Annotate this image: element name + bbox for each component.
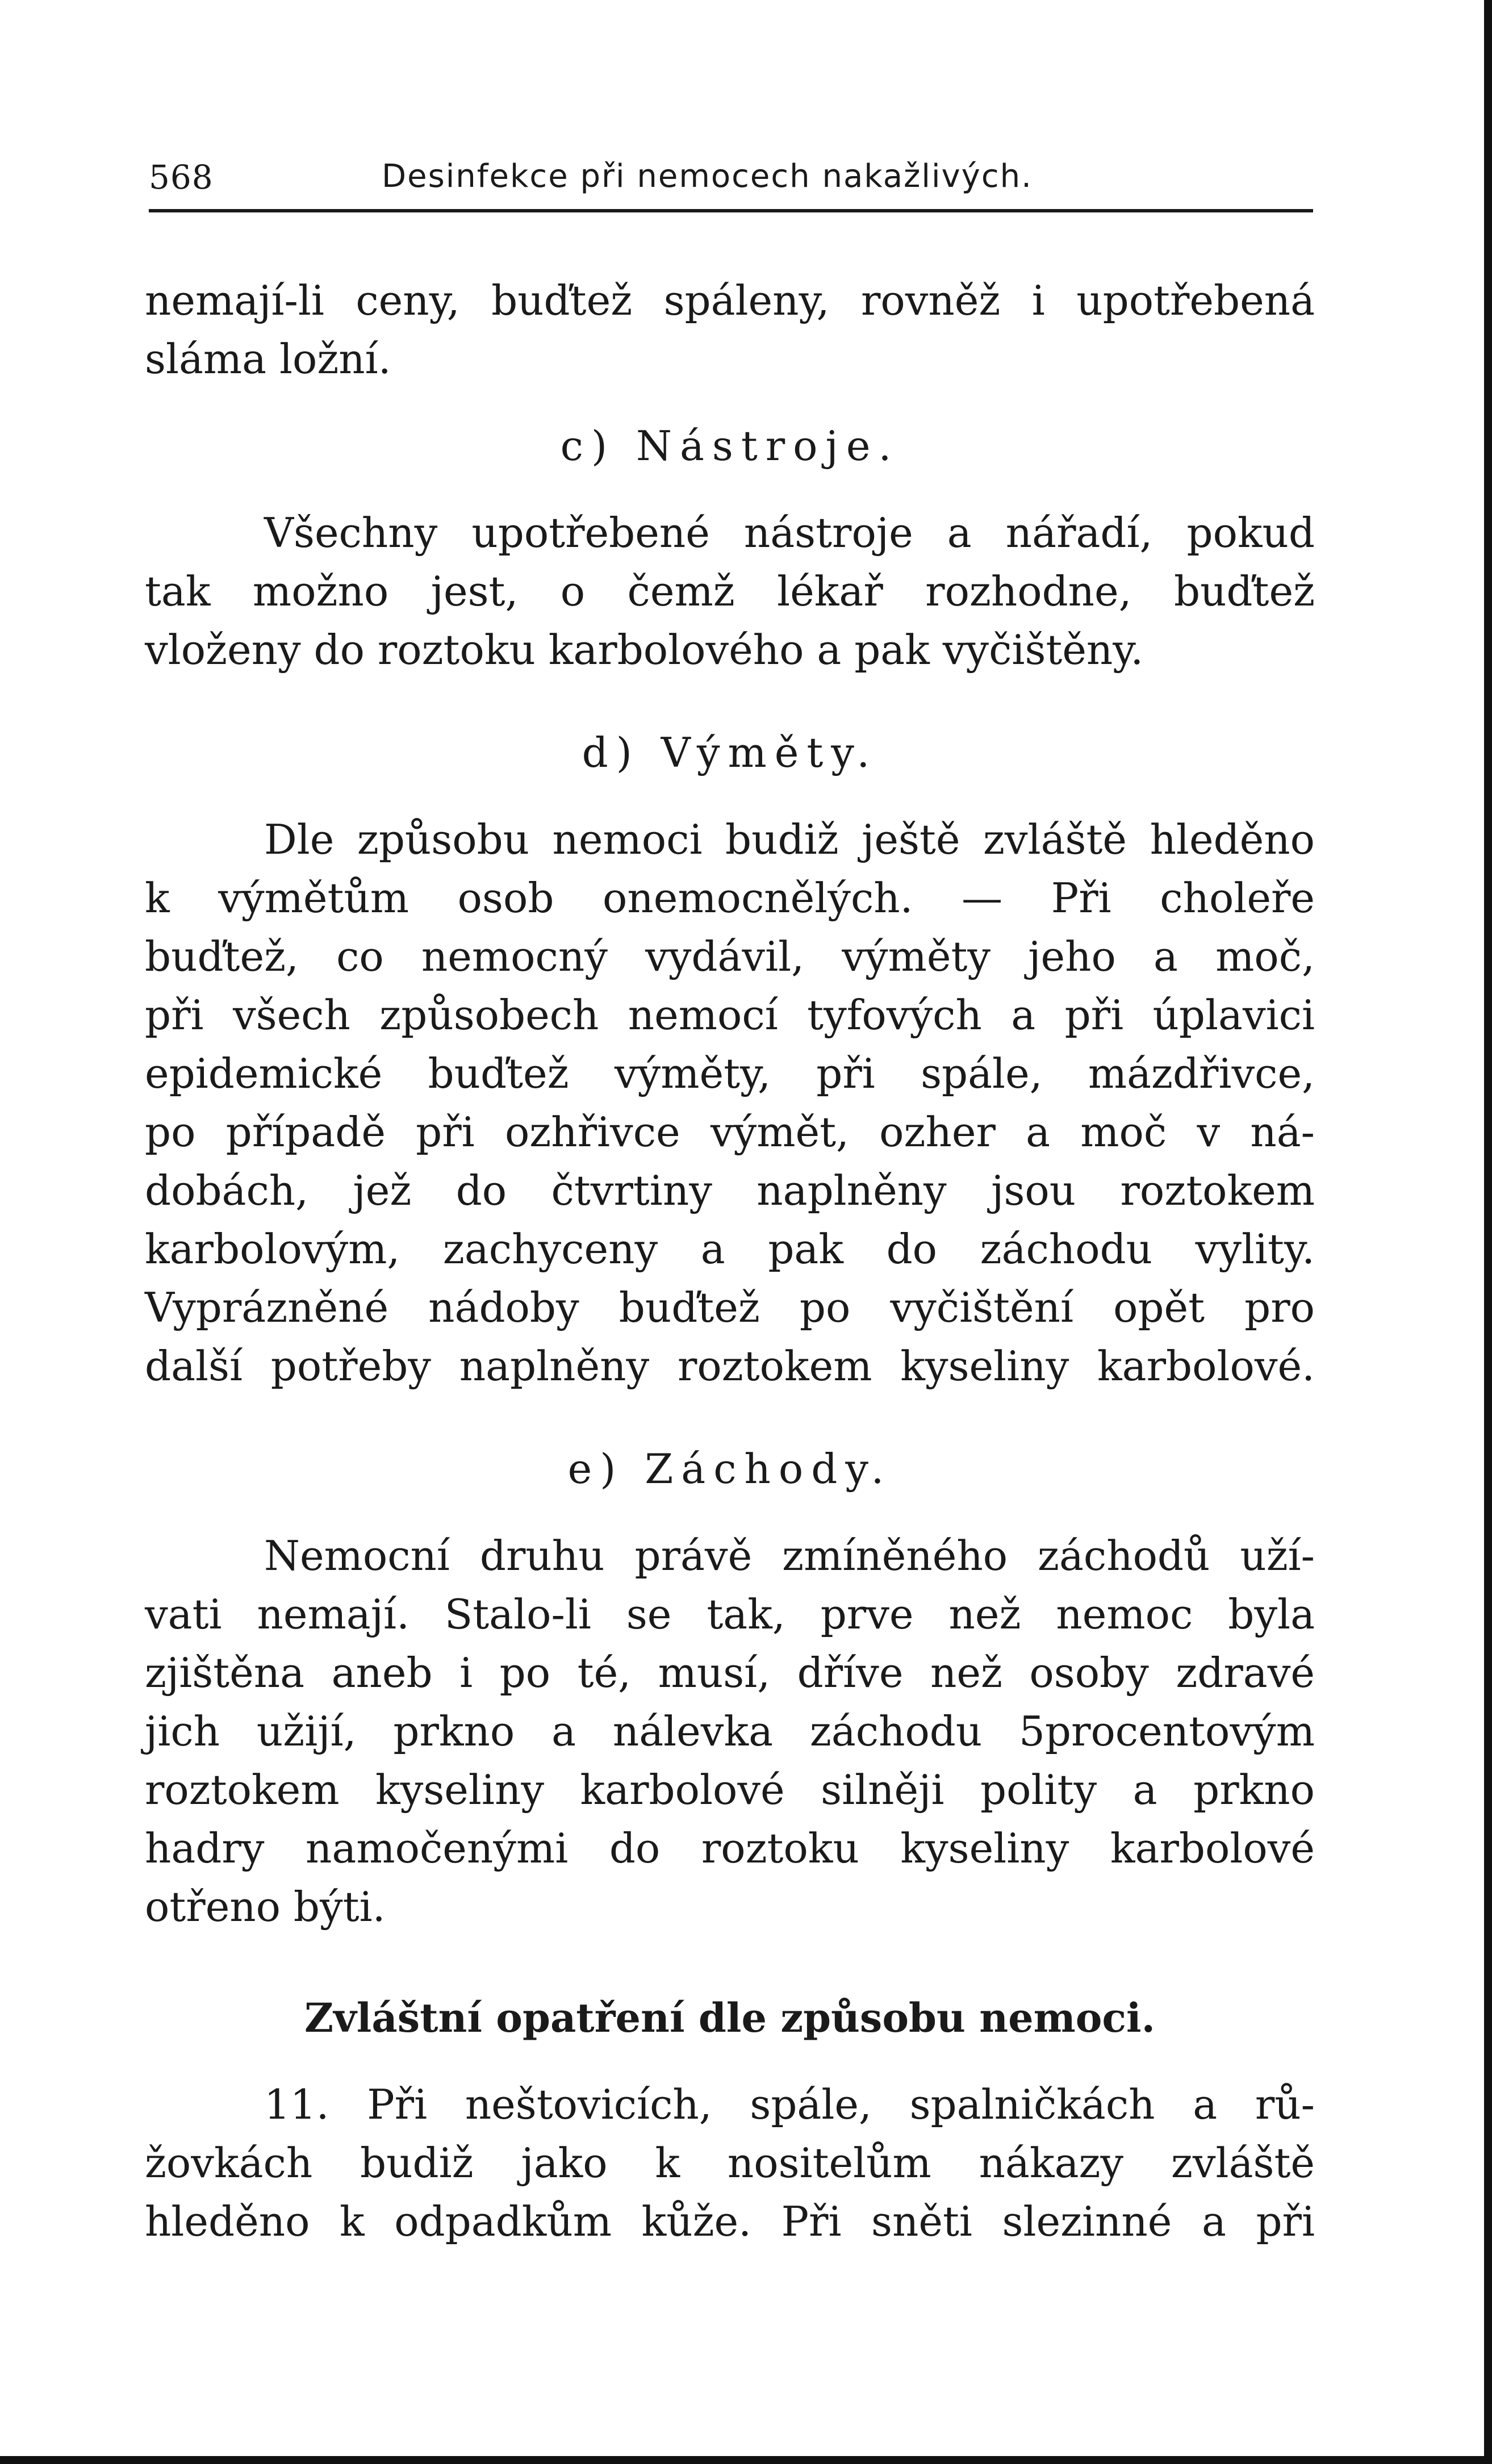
- special-measures-heading: Zvláštní opatření dle způsobu nemoci.: [304, 1994, 1156, 2041]
- text-line: jich užijí, prkno a nálevka záchodu 5procentovým: [145, 1707, 1315, 1755]
- text-line: žovkách budiž jako k nositelům nákazy zvláště: [145, 2139, 1315, 2187]
- running-title: Desinfekce při nemocech nakažlivých.: [382, 158, 1033, 195]
- paragraph-11: [145, 2075, 1315, 2251]
- text-line: hadry namočenými do roztoku kyseliny karbolové: [145, 1824, 1315, 1872]
- text-line: roztokem kyseliny karbolové silněji polity a prkno: [145, 1766, 1315, 1814]
- header-rule: [149, 209, 1313, 212]
- text-line: Nemocní druhu právě zmíněného záchodů uží-: [264, 1532, 1315, 1580]
- paragraph-intro: [145, 272, 1315, 389]
- body-text: [145, 272, 1315, 2251]
- text-line: při všech způsobech nemocí tyfových a při úplavici: [145, 991, 1315, 1039]
- text-line: po případě při ozhřivce výmět, ozher a moč v ná-: [145, 1108, 1315, 1156]
- text-line: vloženy do roztoku karbolového a pak vyčištěny.: [145, 626, 1144, 674]
- text-line: další potřeby naplněny roztokem kyseliny karbolové.: [145, 1342, 1315, 1390]
- text-line: 11. Při neštovicích, spále, spalničkách a rů-: [264, 2081, 1315, 2128]
- text-line: epidemické buďtež výměty, při spále, mázdřivce,: [145, 1050, 1315, 1097]
- text-line: Dle způsobu nemoci budiž ještě zvláště hleděno: [264, 816, 1315, 863]
- text-line: k výmětům osob onemocnělých. — Při choleře: [145, 874, 1315, 922]
- text-line: vati nemají. Stalo-li se tak, prve než nemoc byla: [145, 1590, 1315, 1638]
- text-line: Všechny upotřebené nástroje a nářadí, pokud: [264, 509, 1315, 557]
- section-heading-d: d) Výměty.: [582, 729, 878, 776]
- text-line: karbolovým, zachyceny a pak do záchodu vylity.: [145, 1225, 1315, 1273]
- section-heading-c: c) Nástroje.: [560, 422, 900, 470]
- text-line: buďtež, co nemocný vydávil, výměty jeho a moč,: [145, 933, 1315, 980]
- text-line: nemají-li ceny, buďtež spáleny, rovněž i upotřebená: [145, 277, 1315, 324]
- page-number: 568: [149, 158, 214, 197]
- paragraph-d: [145, 811, 1315, 1396]
- section-heading-e: e) Záchody.: [567, 1445, 892, 1493]
- page-header: [149, 147, 1313, 203]
- text-line: dobách, jež do čtvrtiny naplněny jsou roztokem: [145, 1167, 1315, 1214]
- text-line: otřeno býti.: [145, 1883, 386, 1931]
- text-line: sláma ložní.: [145, 335, 391, 383]
- text-line: Vyprázněné nádoby buďtež po vyčištění opět pro: [145, 1284, 1315, 1331]
- text-line: zjištěna aneb i po té, musí, dříve než osoby zdravé: [145, 1649, 1315, 1697]
- paragraph-e: [145, 1527, 1315, 1936]
- text-line: tak možno jest, o čemž lékař rozhodne, buďtež: [145, 567, 1315, 615]
- paragraph-c: [145, 504, 1315, 679]
- text-line: hleděno k odpadkům kůže. Při sněti slezinné a při: [145, 2198, 1315, 2245]
